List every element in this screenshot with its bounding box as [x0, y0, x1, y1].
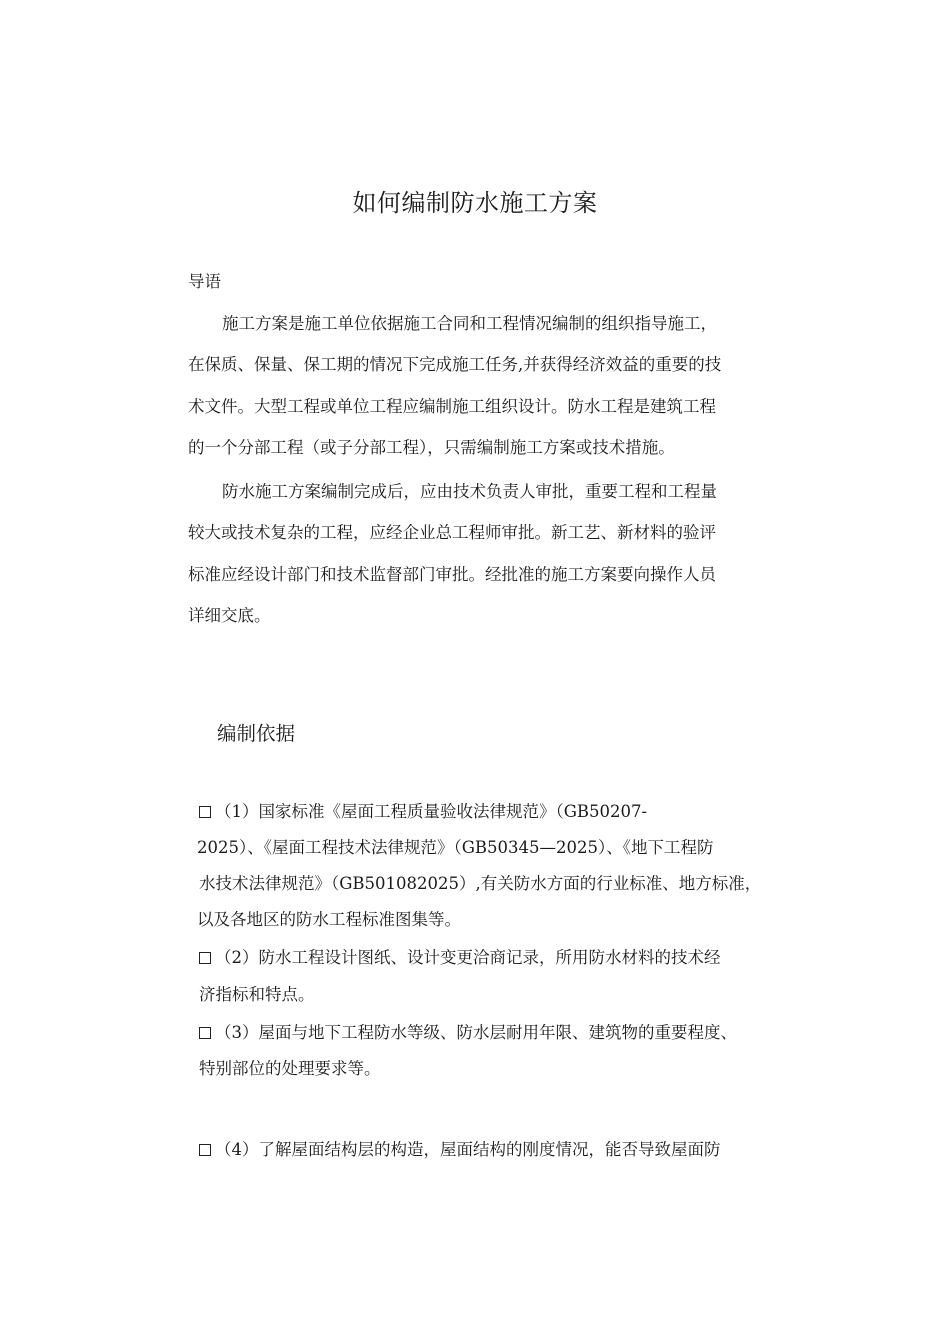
- intro-para2-line: 较大或技术复杂的工程，应经企业总工程师审批。新工艺、新材料的验评: [188, 523, 716, 542]
- checkbox-icon: [199, 806, 211, 818]
- intro-para1-line: 的一个分部工程（或子分部工程），只需编制施工方案或技术措施。: [188, 438, 675, 457]
- basis-item-1-line: （1）国家标准《屋面工程质量验收法律规范》（GB50207-: [215, 802, 648, 821]
- basis-item-3-line: （3）屋面与地下工程防水等级、防水层耐用年限、建筑物的重要程度、: [215, 1023, 737, 1042]
- intro-para1-line: 术文件。大型工程或单位工程应编制施工组织设计。防水工程是建筑工程: [188, 397, 716, 416]
- checkbox-icon: [199, 1144, 211, 1156]
- checkbox-icon: [199, 1027, 211, 1039]
- basis-item-2: [199, 947, 721, 969]
- basis-item-4-line: （4）了解屋面结构层的构造，屋面结构的刚度情况，能否导致屋面防: [215, 1140, 721, 1159]
- intro-para1-line: 在保质、保量、保工期的情况下完成施工任务,并获得经济效益的重要的技: [188, 355, 722, 374]
- basis-item-4: [199, 1139, 721, 1161]
- basis-item-1-line: 2025）、《屋面工程技术法律规范》（GB50345—2025）、《地下工程防: [197, 838, 714, 857]
- basis-item-3: [199, 1022, 737, 1044]
- intro-para2-line: 防水施工方案编制完成后，应由技术负责人审批，重要工程和工程量: [222, 482, 717, 501]
- intro-para1-line: 施工方案是施工单位依据施工合同和工程情况编制的组织指导施工，: [222, 314, 717, 333]
- intro-para2-line: 标准应经设计部门和技术监督部门审批。经批准的施工方案要向操作人员: [188, 565, 716, 584]
- checkbox-icon: [199, 952, 211, 964]
- document-title: 如何编制防水施工方案: [352, 189, 598, 217]
- basis-item-2-line: （2）防水工程设计图纸、设计变更洽商记录，所用防水材料的技术经: [215, 948, 721, 967]
- intro-label: 导语: [188, 272, 221, 291]
- basis-item-1: [199, 801, 647, 823]
- basis-item-2-line: 济指标和特点。: [199, 985, 315, 1004]
- intro-para2-line: 详细交底。: [188, 606, 271, 625]
- basis-item-3-line: 特别部位的处理要求等。: [199, 1059, 381, 1078]
- basis-item-1-line: 水技术法律规范》（GB501082025）,有关防水方面的行业标准、地方标准，: [199, 874, 762, 893]
- basis-heading: 编制依据: [217, 722, 296, 745]
- basis-item-1-line: 以及各地区的防水工程标准图集等。: [197, 910, 461, 929]
